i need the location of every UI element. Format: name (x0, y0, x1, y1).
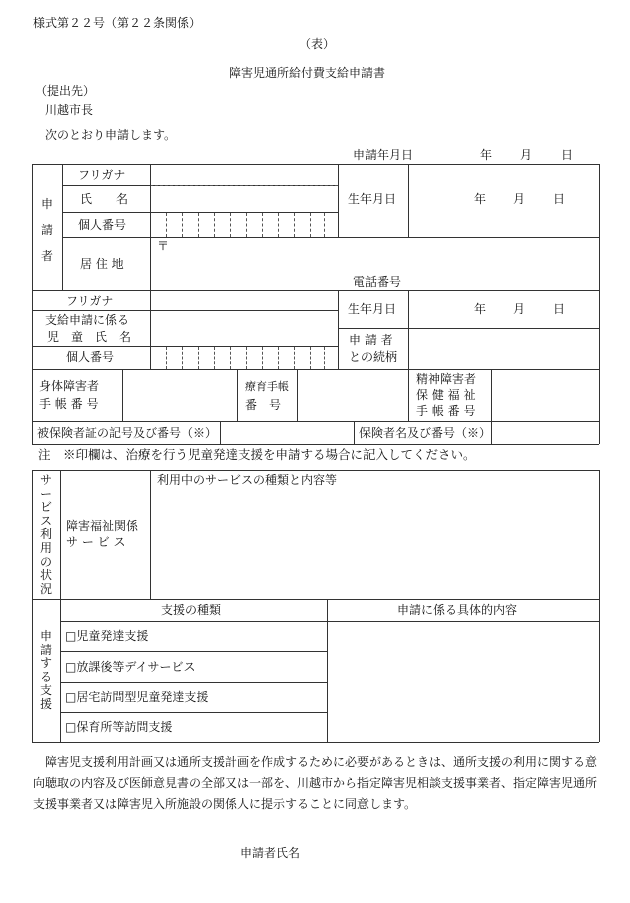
rehab-handbook-label-line1: 療育手帳 (245, 380, 289, 393)
insurance-card-label: 被保険者証の記号及び番号（※） (37, 426, 218, 440)
applicant-postal-mark: 〒 (157, 239, 170, 253)
support-option-nursery-visit[interactable]: □保育所等訪問支援 (65, 720, 173, 734)
intro-text: 次のとおり申請します。 (45, 128, 177, 142)
child-relation-label-line1: 申 請 者 (349, 333, 393, 347)
physical-handbook-label-line1: 身体障害者 (39, 379, 100, 393)
support-option-home-visit-development[interactable]: □居宅訪問型児童発達支援 (65, 690, 209, 704)
applicant-name-label: 氏 名 (80, 192, 129, 206)
service-category-line2: サ ー ビ ス (66, 535, 126, 549)
support-type-header: 支援の種類 (161, 603, 222, 617)
form-side: （表） (299, 37, 336, 51)
form-title: 障害児通所給付費支給申請書 (229, 66, 386, 80)
application-date-month[interactable]: 月 (520, 148, 533, 162)
support-option-child-development[interactable]: □児童発達支援 (65, 629, 149, 643)
applicant-birth-year[interactable]: 年 (474, 192, 487, 206)
service-category-line1: 障害福祉関係 (66, 519, 139, 533)
form-number: 様式第２２号（第２２条関係） (33, 16, 202, 30)
requested-support-section-label: 申 請 す る 支 援 (39, 629, 52, 711)
applicant-section-label: 申 請 者 (40, 197, 53, 263)
consent-paragraph: 障害児支援利用計画又は通所支援計画を作成するために必要があるときは、通所支援の利用に関する意向聴取の内容及び医師意見書の全部又は一部を、川越市から指定障害児相談支援事業者、指定障害児通所支援事業者又は障害児入所施設の関係人に提示することに同意します。 (33, 755, 598, 811)
applicant-birth-month[interactable]: 月 (513, 192, 526, 206)
applicant-phone-label: 電話番号 (353, 275, 402, 289)
child-birth-date-label: 生年月日 (348, 302, 397, 316)
child-id-number-label: 個人番号 (66, 350, 115, 364)
addressee: 川越市長 (45, 103, 94, 117)
signature-label: 申請者氏名 (240, 846, 301, 860)
rehab-handbook-label-line2: 番 号 (245, 398, 282, 412)
applicant-furigana-label: フリガナ (78, 168, 126, 182)
applicant-birth-date-label: 生年月日 (348, 192, 397, 206)
child-birth-day[interactable]: 日 (553, 302, 566, 316)
child-name-label-line2: 児 童 氏 名 (47, 330, 132, 344)
support-detail-header: 申請に係る具体的内容 (397, 603, 518, 617)
mental-handbook-label-line2: 保 健 福 祉 (416, 388, 476, 402)
applicant-birth-day[interactable]: 日 (553, 192, 566, 206)
child-birth-month[interactable]: 月 (513, 302, 526, 316)
service-status-section-label: サ ー ビ ス 利 用 の 状 況 (39, 473, 52, 596)
support-option-after-school-day-service[interactable]: □放課後等デイサービス (65, 660, 196, 674)
child-name-label-line1: 支給申請に係る (45, 313, 130, 327)
child-relation-label-line2: との続柄 (349, 350, 398, 364)
applicant-address-label: 居 住 地 (80, 257, 124, 271)
applicant-id-number-label: 個人番号 (78, 218, 127, 232)
child-furigana-label: フリガナ (66, 294, 114, 308)
application-date-day[interactable]: 日 (561, 148, 574, 162)
insurer-label: 保険者名及び番号（※） (359, 426, 492, 440)
application-date-year[interactable]: 年 (480, 148, 493, 162)
child-birth-year[interactable]: 年 (474, 302, 487, 316)
note-text: 注 ※印欄は、治療を行う児童発達支援を申請する場合に記入してください。 (38, 447, 476, 462)
mental-handbook-label-line3: 手 帳 番 号 (416, 404, 476, 418)
mental-handbook-label-line1: 精神障害者 (416, 372, 477, 386)
application-date-label: 申請年月日 (353, 148, 414, 162)
physical-handbook-label-line2: 手 帳 番 号 (39, 397, 99, 411)
service-content-label: 利用中のサービスの種類と内容等 (157, 473, 338, 487)
addressee-label: （提出先） (35, 84, 96, 98)
